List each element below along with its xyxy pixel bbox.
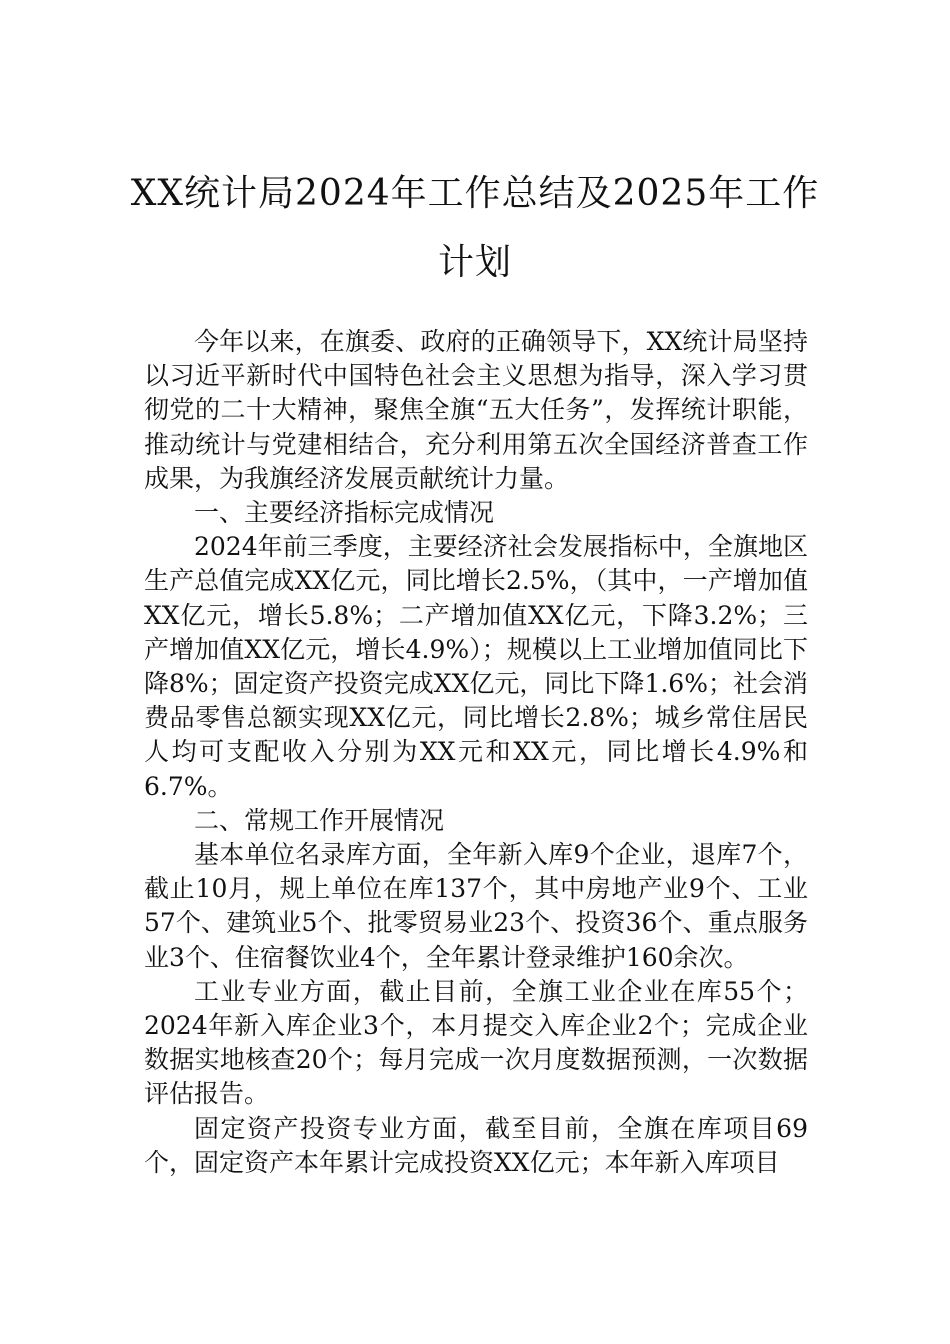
document-title-line-1: XX统计局2024年工作总结及2025年工作	[130, 173, 820, 214]
intro-paragraph: 今年以来，在旗委、政府的正确领导下，XX统计局坚持以习近平新时代中国特色社会主义思想为指导，深入学习贯彻党的二十大精神，聚焦全旗“五大任务”，发挥统计职能，推动统计与党建相结合，充分利用第五次全国经济普查工作成果，为我旗经济发展贡献统计力量。	[144, 327, 808, 493]
document-title-line-2: 计划	[437, 242, 512, 283]
document-body	[144, 325, 808, 1180]
section-heading-1: 一、主要经济指标完成情况	[194, 498, 495, 528]
unit-directory-paragraph: 基本单位名录库方面，全年新入库9个企业，退库7个，截止10月，规上单位在库137个，其中房地产业9个、工业57个、建筑业5个、批零贸易业23个、投资36个、重点服务业3个、住宿餐饮业4个，全年累计登录维护160余次。	[144, 840, 808, 972]
section-heading-2: 二、常规工作开展情况	[194, 805, 445, 835]
industry-paragraph: 工业专业方面，截止目前，全旗工业企业在库55个；2024年新入库企业3个，本月提交入库企业2个；完成企业数据实地核查20个；每月完成一次月度数据预测，一次数据评估报告。	[144, 976, 808, 1109]
fixed-asset-investment-paragraph: 固定资产投资专业方面，截至目前，全旗在库项目69个，固定资产本年累计完成投资XX亿元；本年新入库项目	[144, 1113, 808, 1177]
economic-indicators-paragraph: 2024年前三季度，主要经济社会发展指标中，全旗地区生产总值完成XX亿元，同比增长2.5%，（其中，一产增加值XX亿元，增长5.8%；二产增加值XX亿元，下降3.2%；三产增加值XX亿元，增长4.9%）；规模以上工业增加值同比下降8%；固定资产投资完成XX亿元，同比下降1.6%；社会消费品零售总额实现XX亿元，同比增长2.8%；城乡常住居民人均可支配收入分别为XX元和XX元，同比增长4.9%和6.7%。	[144, 532, 808, 801]
